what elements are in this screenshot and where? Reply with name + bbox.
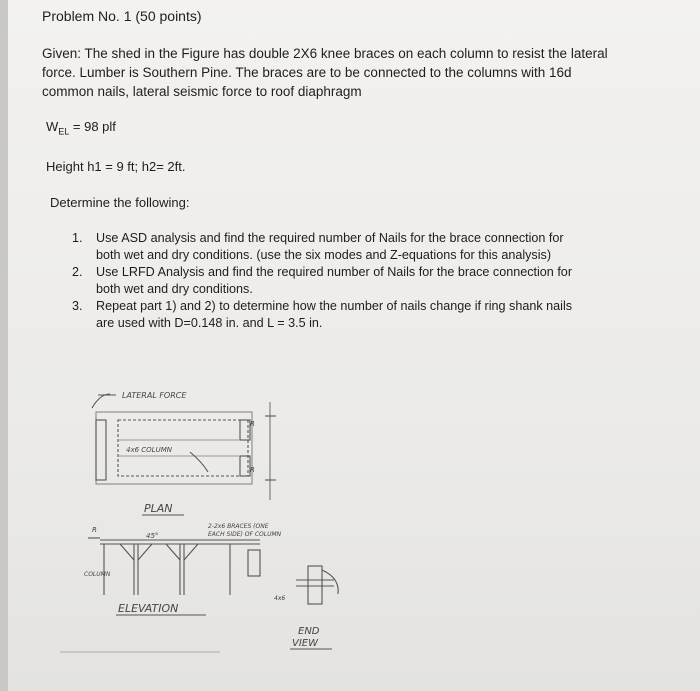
- end-view-label: VIEW: [292, 638, 318, 649]
- task-line: both wet and dry conditions. (use the six modes and Z-equations for this analysis): [96, 248, 552, 262]
- we-value: = 98 plf: [69, 119, 116, 134]
- we-symbol: W: [46, 119, 59, 134]
- task-list: [72, 230, 572, 332]
- task-item: [72, 264, 572, 298]
- task-item: [72, 298, 572, 332]
- task-number: 2.: [72, 265, 83, 279]
- problem-title: Problem No. 1 (50 points): [42, 8, 202, 24]
- task-line: Use LRFD Analysis and find the required number of Nails for the brace connection for: [96, 265, 573, 279]
- r-label: R: [250, 420, 255, 428]
- given-line: common nails, lateral seismic force to roof diaphragm: [42, 84, 362, 99]
- end-view-column: [308, 566, 322, 604]
- plan-view: [96, 402, 276, 515]
- column-note: 4x6 COLUMN: [126, 446, 172, 454]
- task-line: both wet and dry conditions.: [96, 282, 253, 296]
- column-label: COLUMN: [84, 571, 111, 578]
- lateral-force-label: LATERAL FORCE: [122, 391, 187, 400]
- knee-brace: [120, 544, 134, 560]
- plan-outline: [96, 412, 252, 484]
- hook-mark: [92, 394, 110, 408]
- angle-label: 45°: [146, 532, 159, 540]
- leader-line: [190, 452, 208, 472]
- knee-brace: [184, 544, 198, 560]
- knee-brace: [166, 544, 180, 560]
- given-line: Given: The shed in the Figure has double 2X6 knee braces on each column to resist the lateral: [42, 46, 608, 61]
- elevation-label: ELEVATION: [118, 602, 179, 615]
- elevation-column: [248, 550, 260, 576]
- end-view: [274, 566, 338, 649]
- shed-figure: [60, 380, 360, 678]
- r-label: R: [250, 466, 255, 474]
- page-edge: [0, 0, 8, 691]
- braces-note-line: 2-2x6 BRACES (ONE: [208, 523, 269, 530]
- r-label: R: [92, 526, 97, 534]
- task-number: 1.: [72, 231, 83, 245]
- braces-note-line: EACH SIDE) OF COLUMN: [208, 531, 282, 538]
- determine-heading: Determine the following:: [50, 195, 190, 210]
- task-line: are used with D=0.148 in. and L = 3.5 in.: [96, 316, 323, 330]
- knee-brace: [138, 544, 152, 560]
- task-item: [72, 230, 572, 264]
- task-number: 3.: [72, 299, 83, 313]
- end-view-curve: [322, 570, 338, 594]
- plan-wall: [96, 420, 106, 480]
- size-label: 4x6: [274, 595, 286, 602]
- task-line: Repeat part 1) and 2) to determine how the number of nails change if ring shank nails: [96, 299, 573, 313]
- height-text: Height h1 = 9 ft; h2= 2ft.: [46, 159, 186, 174]
- elevation-view: [60, 523, 282, 652]
- we-subscript: EL: [58, 126, 70, 137]
- seismic-load: [46, 118, 116, 141]
- given-text: [42, 44, 608, 101]
- task-line: Use ASD analysis and find the required number of Nails for the brace connection for: [96, 231, 564, 245]
- given-line: force. Lumber is Southern Pine. The braces are to be connected to the columns with 16d: [42, 65, 572, 80]
- end-view-label: END: [298, 626, 320, 637]
- plan-label: PLAN: [144, 502, 173, 515]
